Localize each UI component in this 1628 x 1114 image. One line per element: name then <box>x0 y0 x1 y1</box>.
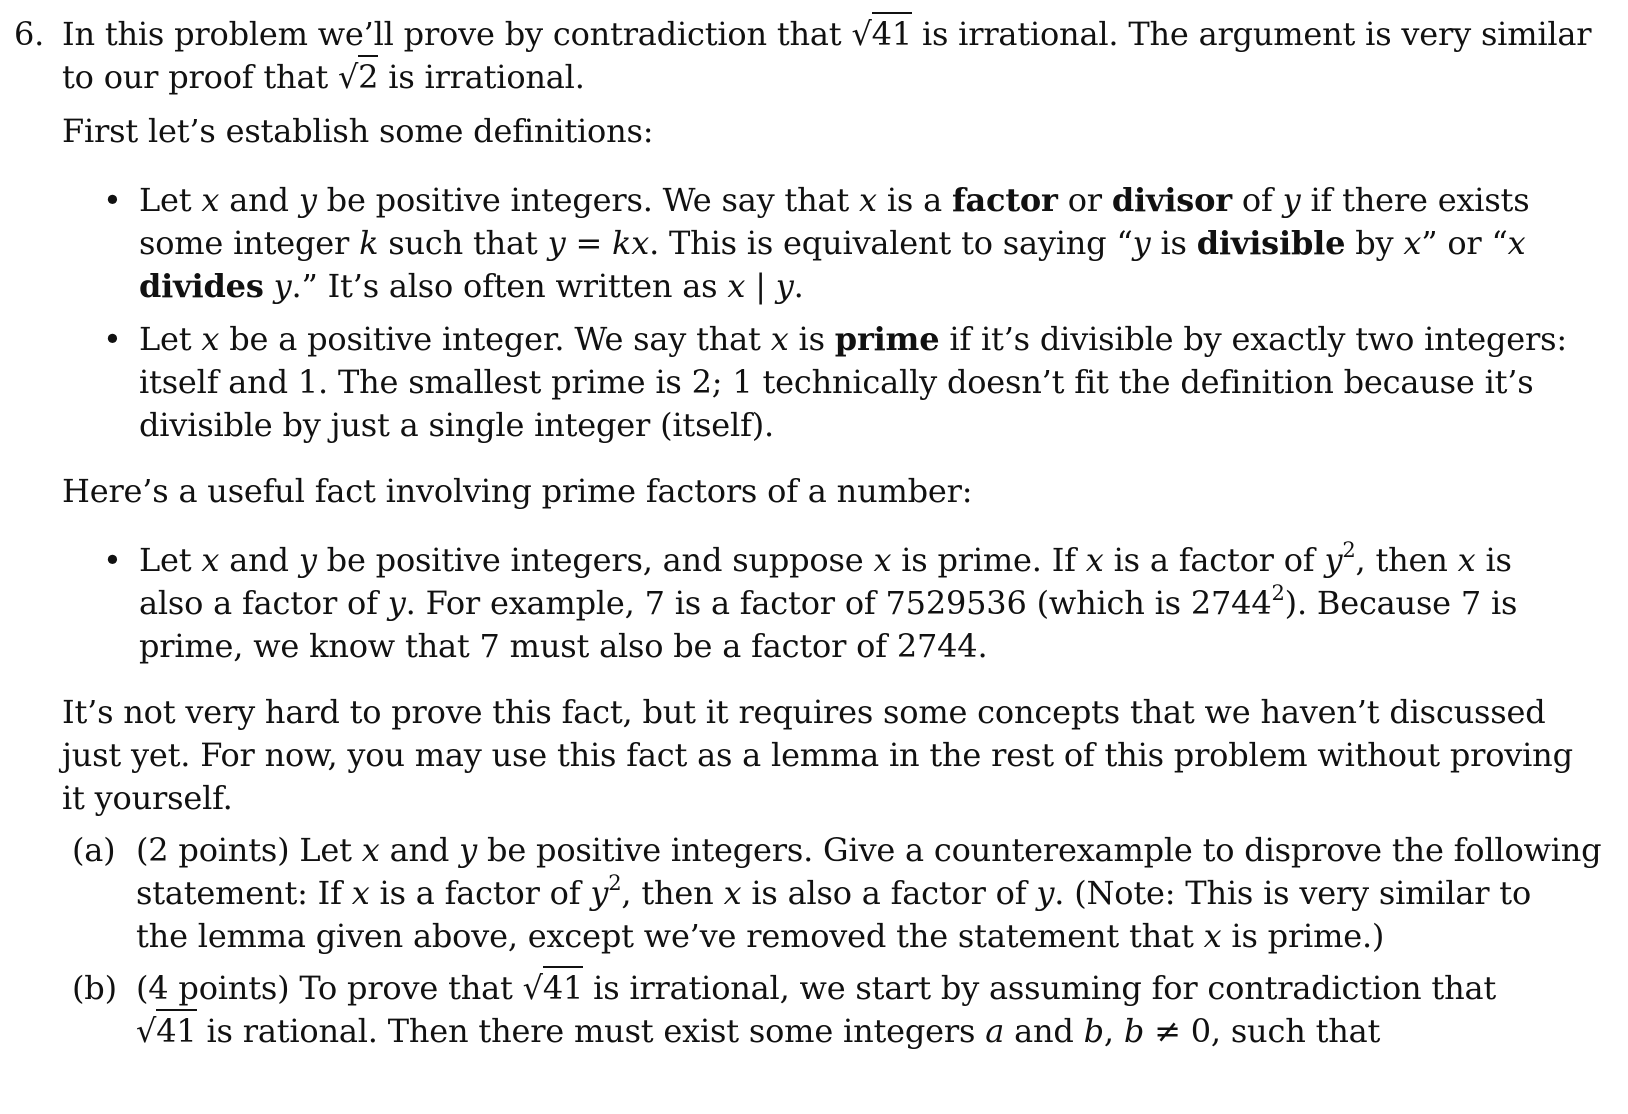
problem-line-2: to our proof that √2 is irrational. <box>14 56 1514 99</box>
lemma-paragraph: It’s not very hard to prove this fact, but it requires some concepts that we haven’t discussed just yet. For now, you may use this fact as a lemma in the rest of this problem without proving it yourself. <box>62 693 1573 817</box>
sub-parts <box>72 829 1602 1053</box>
part-b: (b) (4 points) To prove that √41 is irrational, we start by assuming for contradiction that √41 is rational. Then there must exist some integers a and b, b ≠ 0, such that <box>72 967 1532 1053</box>
sqrt-41: √41 <box>136 1010 197 1053</box>
part-a-label: (a) <box>72 831 116 869</box>
problem-number: 6. <box>14 15 45 53</box>
part-b-label: (b) <box>72 969 117 1007</box>
definitions-intro: First let’s establish some definitions: <box>62 112 654 150</box>
sqrt-2: √2 <box>338 56 378 99</box>
problem-line-1: 6. In this problem we’ll prove by contradiction that √41 is irrational. The argument is very similar <box>14 13 1514 56</box>
bullet-icon: • <box>103 320 122 358</box>
part-a: (a) (2 points) Let x and y be positive integers. Give a counterexample to disprove the following statement: If x is a factor of $y^2$, then x is also a factor of y. (Note: This is very similar to the lemma given above, except we’ve removed the statement that x is prime.) <box>72 831 1602 955</box>
definitions-list <box>103 179 1567 447</box>
definition-factor: • Let x and y be positive integers. We say that x is a factor or divisor of y if there exists some integer k such that y = kx. This is equivalent to saying “y is divisible by x” or “x divides y.” It’s also often written as x | y. <box>103 181 1530 305</box>
fact-prime-factor: • Let x and y be positive integers, and suppose x is prime. If x is a factor of $y^2$, then x is also a factor of y. For example, 7 is a factor of 7529536 (which is 2744$^2$). Because 7 is prime, we know that 7 must also be a factor of 2744. <box>103 538 1518 665</box>
sqrt-41: √41 <box>523 967 584 1010</box>
problem-statement <box>14 13 1592 99</box>
sqrt-41: √41 <box>851 13 912 56</box>
fact-list <box>103 539 1528 668</box>
bullet-icon: • <box>103 181 122 219</box>
bullet-icon: • <box>103 541 122 579</box>
definition-prime: • Let x be a positive integer. We say that x is prime if it’s divisible by exactly two integers: itself and 1. The smallest prime is 2; 1 technically doesn’t fit the definition because it’s divisible by just a single integer (itself). <box>103 320 1567 444</box>
fact-intro: Here’s a useful fact involving prime factors of a number: <box>62 472 973 510</box>
